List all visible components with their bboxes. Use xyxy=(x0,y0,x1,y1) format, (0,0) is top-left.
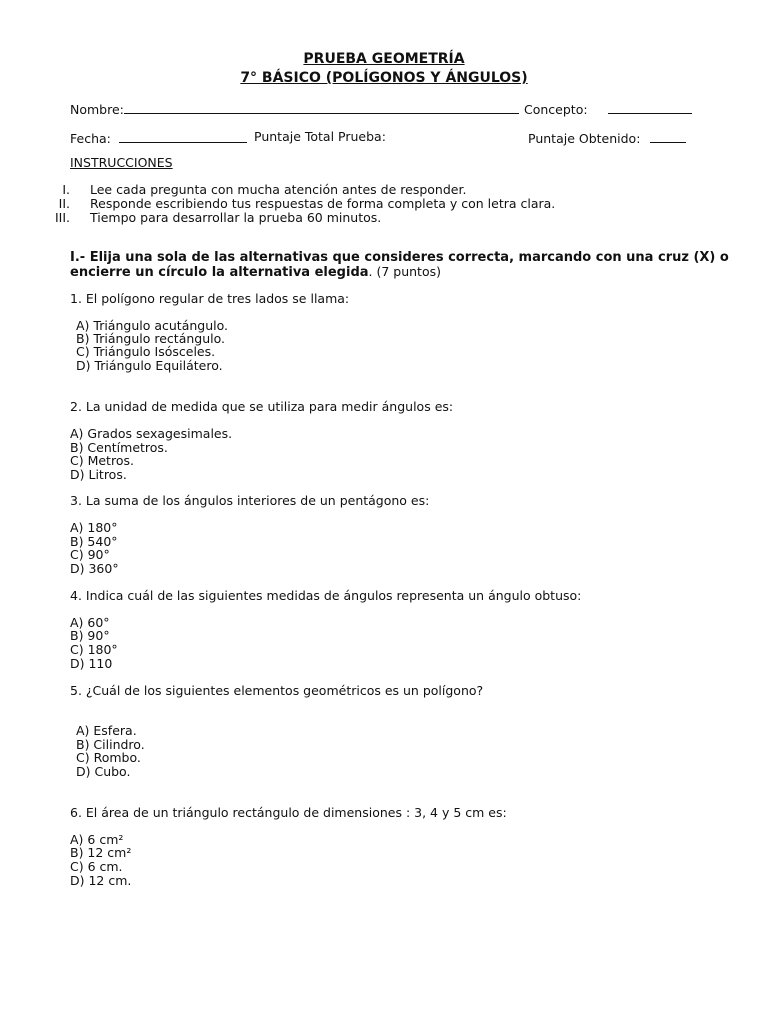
concepto-label: Concepto: xyxy=(524,102,588,117)
question-6: 6. El área de un triángulo rectángulo de dimensiones : 3, 4 y 5 cm es: xyxy=(70,805,507,820)
option-4c[interactable]: C) 180° xyxy=(70,642,118,657)
instruction-text: Lee cada pregunta con mucha atención antes de responder. xyxy=(90,182,467,197)
fecha-label: Fecha: xyxy=(70,131,111,146)
option-2b[interactable]: B) Centímetros. xyxy=(70,440,168,455)
puntaje-obtenido-label: Puntaje Obtenido: xyxy=(528,131,641,146)
exam-title: PRUEBA GEOMETRÍA xyxy=(303,51,465,67)
option-5c[interactable]: C) Rombo. xyxy=(76,750,141,765)
option-6c[interactable]: C) 6 cm. xyxy=(70,859,123,874)
fecha-blank[interactable] xyxy=(119,130,247,143)
instruction-number: III. xyxy=(54,210,70,225)
option-3d[interactable]: D) 360° xyxy=(70,561,119,576)
option-1c[interactable]: C) Triángulo Isósceles. xyxy=(76,344,216,359)
option-2d[interactable]: D) Litros. xyxy=(70,467,127,482)
question-5: 5. ¿Cuál de los siguientes elementos geométricos es un polígono? xyxy=(70,683,484,698)
question-1: 1. El polígono regular de tres lados se llama: xyxy=(70,291,350,306)
exam-subtitle-text: 7° BÁSICO (POLÍGONOS Y ÁNGULOS) xyxy=(240,70,528,86)
option-5a[interactable]: A) Esfera. xyxy=(76,723,137,738)
question-4: 4. Indica cuál de las siguientes medidas de ángulos representa un ángulo obtuso: xyxy=(70,588,582,603)
nombre-field[interactable] xyxy=(70,101,519,117)
nombre-blank[interactable] xyxy=(124,101,519,114)
concepto-blank[interactable] xyxy=(608,101,692,114)
option-1b[interactable]: B) Triángulo rectángulo. xyxy=(76,331,226,346)
option-6d[interactable]: D) 12 cm. xyxy=(70,873,132,888)
fecha-field[interactable] xyxy=(70,130,247,146)
section-points: . (7 puntos) xyxy=(368,264,441,279)
section-instruction: I.- Elija una sola de las alternativas que consideres correcta, marcando con una cruz (X) o xyxy=(70,250,729,265)
option-6a[interactable]: A) 6 cm² xyxy=(70,832,124,847)
instruction-item xyxy=(44,211,381,225)
instructions-heading: INSTRUCCIONES xyxy=(70,155,173,170)
instruction-text: Tiempo para desarrollar la prueba 60 minutos. xyxy=(90,210,382,225)
concepto-field[interactable] xyxy=(524,101,692,117)
option-2c[interactable]: C) Metros. xyxy=(70,453,134,468)
instruction-number: II. xyxy=(58,196,70,211)
option-3b[interactable]: B) 540° xyxy=(70,534,118,549)
instruction-item xyxy=(44,183,466,197)
puntaje-obtenido-blank[interactable] xyxy=(650,130,686,143)
puntaje-total-label: Puntaje Total Prueba: xyxy=(254,129,386,144)
option-3c[interactable]: C) 90° xyxy=(70,547,110,562)
option-5b[interactable]: B) Cilindro. xyxy=(76,737,145,752)
option-2a[interactable]: A) Grados sexagesimales. xyxy=(70,426,233,441)
instruction-text: Responde escribiendo tus respuestas de forma completa y con letra clara. xyxy=(90,196,556,211)
option-4a[interactable]: A) 60° xyxy=(70,615,110,630)
option-6b[interactable]: B) 12 cm² xyxy=(70,845,132,860)
option-4b[interactable]: B) 90° xyxy=(70,628,110,643)
section-instruction-bold: encierre un círculo la alternativa elegida xyxy=(70,265,369,280)
nombre-label: Nombre: xyxy=(70,102,124,117)
section-instruction-line2 xyxy=(70,265,441,280)
option-5d[interactable]: D) Cubo. xyxy=(76,764,131,779)
option-4d[interactable]: D) 110 xyxy=(70,656,113,671)
option-1a[interactable]: A) Triángulo acutángulo. xyxy=(76,318,229,333)
puntaje-obtenido-field[interactable] xyxy=(528,130,686,146)
option-3a[interactable]: A) 180° xyxy=(70,520,118,535)
instruction-item xyxy=(44,197,555,211)
exam-subtitle xyxy=(0,71,768,85)
option-1d[interactable]: D) Triángulo Equilátero. xyxy=(76,358,223,373)
question-3: 3. La suma de los ángulos interiores de un pentágono es: xyxy=(70,493,430,508)
question-2: 2. La unidad de medida que se utiliza para medir ángulos es: xyxy=(70,399,454,414)
instruction-number: I. xyxy=(62,182,70,197)
